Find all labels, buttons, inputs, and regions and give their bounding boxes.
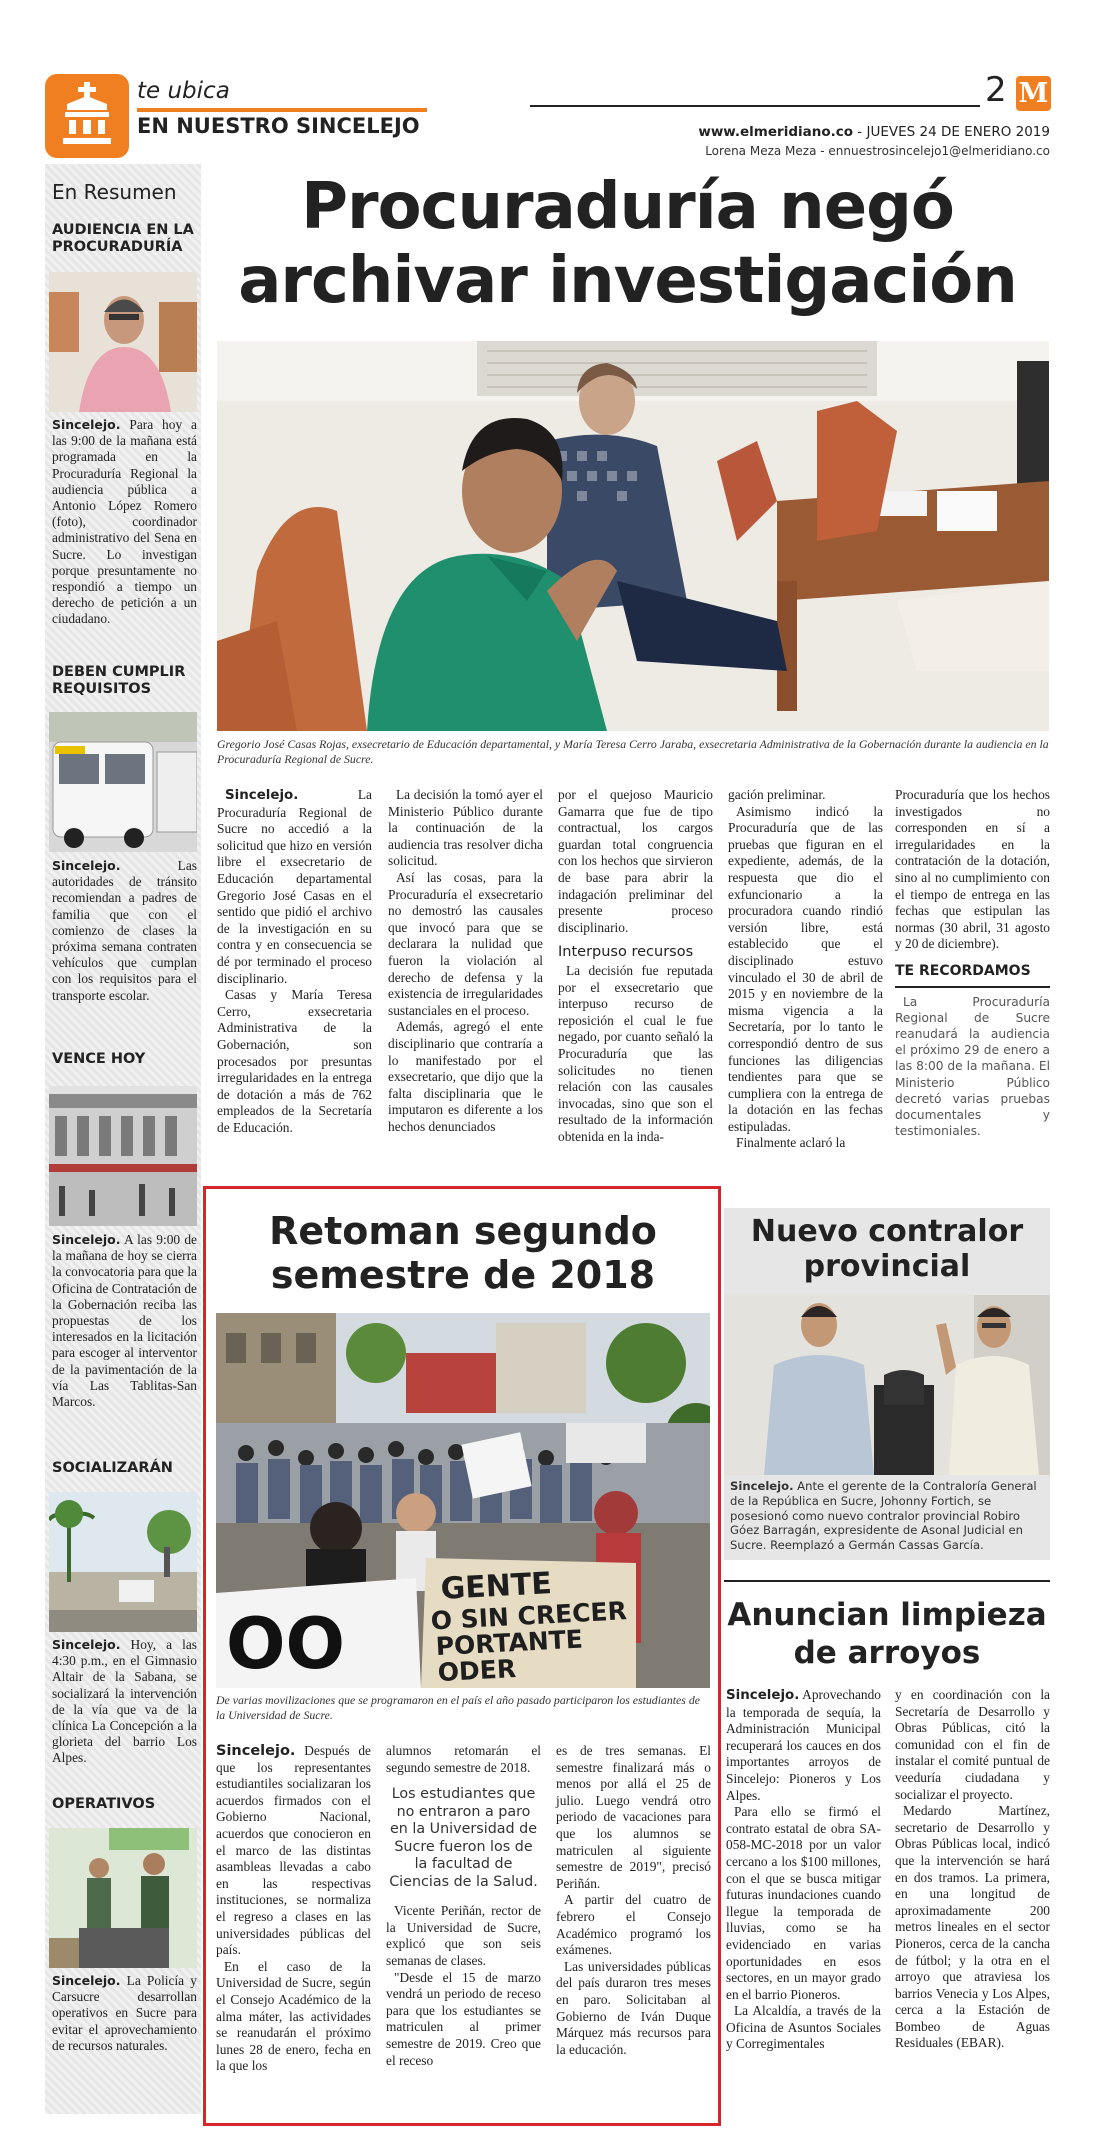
protest-banner-line: PORTANTE xyxy=(435,1624,584,1662)
sidebar-item-text: Sincelejo. Para hoy a las 9:00 de la mañana está programada en la Procuraduría Regional la audiencia pública a Antonio López Romero (foto), coordinador administrativo del Sena en Sucre. Lo investigan porque presuntamente no respondió a tiempo un derecho de petición a un ciudadano. xyxy=(52,417,197,627)
main-col-1: Sincelejo. La Procuraduría Regional de Sucre no accedió a la solicitud que hizo en versión libre el exsecretario de Educación departamental Gregorio José Casas en el sentido que pidió el archivo de la investigación en su contra y en consecuencia se dé por terminado el proceso disciplinario. Casas y María Teresa Cerro, exsecretaria Administrativa de la Gobernación, son procesados por presuntas irregularidades en la entrega de dotación a más de 762 empleados de la Secretaría de Educación. xyxy=(217,787,372,1135)
sidebar-item-head: DEBEN CUMPLIR REQUISITOS xyxy=(52,664,186,697)
headline-line: Anuncian limpieza xyxy=(727,1597,1047,1633)
svg-text:OO: OO xyxy=(226,1603,346,1685)
arroyos-col-1: Sincelejo. Aprovechando la temporada de sequía, la Administración Municipal recuperará los cauces en dos importantes arroyos de Sincelejo: Pioneros y Los Alpes. Para ello se firmó el contrato estatal de obra SA-058-MC-2018 por un valor cercano a los $100 millones, con el que se busca mitigar futuras inundaciones cuando llegue la temporada de lluvias, como se ha evidenciado en varias oportunidades en esos sectores, en un mayor grado en el barrio Pioneros. La Alcaldía, a través de la Oficina de Asuntos Sociales y Corregimentales xyxy=(726,1687,881,2052)
protest-banner-line: GENTE xyxy=(439,1566,553,1607)
headline-line: Procuraduría negó xyxy=(301,170,954,244)
retoman-col-2: alumnos retomarán el segundo semestre de 2018. Los estudiantes que no entraron a paro en la Universidad de Sucre fueron los de la facultad de Ciencias de la Salud. Vicente Periñán, rector de la Universidad de Sucre, explicó que son seis semanas de clases. "Desde el 15 de marzo vendrá un periodo de receso para que los estudiantes se matriculen al primer semestre de 2019. Creo que el receso xyxy=(386,1743,541,2068)
header-rule xyxy=(530,105,980,107)
page-number: 2 xyxy=(985,70,1007,110)
main-photo xyxy=(217,341,1049,731)
kicker-rule xyxy=(137,108,427,112)
section-name: EN NUESTRO SINCELEJO xyxy=(137,114,420,138)
site-url: www.elmeridiano.co xyxy=(698,124,854,140)
byline: Lorena Meza Meza - ennuestrosincelejo1@elmeridiano.co xyxy=(705,144,1050,158)
contralor-photo xyxy=(724,1295,1050,1475)
sidebar-item-head: AUDIENCIA EN LA PROCURADURÍA xyxy=(52,222,194,255)
main-col-3: por el quejoso Mauricio Gamarra que fue de tipo contractual, los cargos guardan total congruencia con los hechos que sirvieron de base para abrir la indagación preliminar del presente proceso disciplinario. Interpuso recursos La decisión fue reputada por el exsecretario que interpuso recurso de reposición el cual le fue negado, por cuanto señaló la Procuraduría que las solicitudes no tienen relación con las causales invocadas, sino que son el resultado de la información obtenida en la inda- xyxy=(558,787,713,1144)
retoman-caption: De varias movilizaciones que se programaron en el país el año pasado participaron los estudiantes de la Universidad de Sucre. xyxy=(216,1693,700,1722)
headline-line: semestre de 2018 xyxy=(270,1253,656,1297)
sidebar-item-text: Sincelejo. Hoy, a las 4:30 p.m., en el Gimnasio Altair de la Sabana, se socializará la intervención de la vía que va de la clínica La Concepción a la glorieta del barrio Los Alpes. xyxy=(52,1637,197,1766)
sidebar-item-head: OPERATIVOS xyxy=(52,1796,156,1812)
retoman-col-1: Sincelejo. Después de que los representantes estudiantiles socializaran los acuerdos firmados con el Gobierno Nacional, acuerdos que conocieron en el marco de las distintas asambleas llevadas a cabo en las respectivas instituciones, se normaliza el regreso a clases en las universidades públicas del país. En el caso de la Universidad de Sucre, según el Consejo Académico de la alma máter, las actividades se reanudarán el próximo lunes 28 de enero, fecha en la que los xyxy=(216,1743,371,2074)
brand-logo: M xyxy=(1016,76,1051,111)
arroyos-top-rule xyxy=(724,1580,1050,1582)
headline-line: Retoman segundo xyxy=(269,1209,657,1253)
issue-date: - JUEVES 24 DE ENERO 2019 xyxy=(853,124,1050,140)
sidebar-photo-building xyxy=(49,1086,197,1226)
section-kicker: te ubica xyxy=(137,78,230,104)
te-recordamos-head: TE RECORDAMOS xyxy=(895,963,1050,988)
retoman-photo xyxy=(216,1313,710,1688)
retoman-col-3: es de tres semanas. El semestre finalizará más o menos por allá el 25 de julio. Luego vendrá otro periodo de vacaciones para que los alumnos se matriculen al siguiente semestre de 2019", precisó Periñán. A partir del cuatro de febrero el Consejo Académico programó los exámenes. Las universidades públicas del país duraron tres meses en paro. Solicitaban al Gobierno de Iván Duque Márquez más recursos para la educación. xyxy=(556,1743,711,2057)
headline-line: de arroyos xyxy=(793,1635,981,1671)
headline-line: provincial xyxy=(803,1249,971,1284)
site-date-line xyxy=(698,124,1050,140)
contralor-caption: Sincelejo. Ante el gerente de la Contraloría General de la República en Sucre, Johonny Fortich, se posesionó como nuevo contralor provincial Robiro Góez Barragán, expresidente de Asonal Judicial en Sucre. Reemplazó a Germán Cassas García. xyxy=(730,1479,1037,1553)
protest-banner-line: O SIN CRECER xyxy=(430,1596,628,1636)
main-col-5: Procuraduría que los hechos investigados no corresponden en sí a irregularidades en la contratación de la dotación, sino al no cumplimiento con el tiempo de entrega en las fechas que estipulan las normas (30 abril, 31 agosto y 20 de diciembre). TE RECORDAMOS La Procuraduría Regional de Sucre reanudará la audiencia el próximo 29 de enero a las 8:00 de la mañana. El Ministerio Público decretó varias pruebas documentales y testimoniales. xyxy=(895,787,1050,1139)
main-headline xyxy=(205,170,1050,318)
sidebar-item-text: Sincelejo. Las autoridades de tránsito recomiendan a padres de familia que con el comienzo de clases la próxima semana contraten vehículos que cumplan con los requisitos para el transporte escolar. xyxy=(52,858,197,1003)
church-icon xyxy=(45,74,129,158)
section-logo xyxy=(45,74,129,158)
protest-banner-line: ODER xyxy=(437,1654,517,1688)
sidebar-title: En Resumen xyxy=(52,180,177,204)
sidebar-item-text: Sincelejo. La Policía y Carsucre desarrollan operativos en Sucre para evitar el aprovechamiento de recursos naturales. xyxy=(52,1973,197,2053)
retoman-headline xyxy=(210,1209,716,1297)
sidebar-item-head: SOCIALIZARÁN xyxy=(52,1460,173,1476)
sidebar-photo-audiencia xyxy=(49,272,197,412)
sidebar-photo-road xyxy=(49,1492,197,1632)
sidebar-photo-vans xyxy=(49,712,197,852)
contralor-headline xyxy=(728,1214,1046,1284)
sidebar-photo-police xyxy=(49,1828,197,1968)
arroyos-headline xyxy=(724,1596,1050,1672)
main-col-4: gación preliminar. Asimismo indicó la Procuraduría que de las pruebas que figuran en el expediente, además, de la respuesta que dio el exfuncionario a la procuradora cuando rindió versión libre, está establecido que el disciplinado estuvo vinculado el 30 de abril de 2015 y en noviembre de la misma vigencia a la Secretaría, por lo tanto le correspondió dentro de sus funciones las diligencias tendientes para que se cumpliera con la entrega de la dotación en las fechas estipuladas. Finalmente aclaró la xyxy=(728,787,883,1151)
sidebar-item-head: VENCE HOY xyxy=(52,1051,146,1067)
main-photo-caption: Gregorio José Casas Rojas, exsecretario de Educación departamental, y María Teresa Cerro Jaraba, exsecretaria Administrativa de la Gobernación durante la audiencia en la Procuraduría Regional de Sucre. xyxy=(217,737,1049,766)
main-col-2: La decisión la tomó ayer el Ministerio Público durante la continuación de la audiencia tras resolver dicha solicitud. Así las cosas, para la Procuraduría el exsecretario no demostró las causales que invocó para que se declarara la nulidad que fueron la violación al derecho de defensa y la existencia de irregularidades sustanciales en el proceso. Además, agregó el ente disciplinario que contraría a lo manifestado por el exsecretario, que dijo que la falta disciplinaria que le imputaron es diferente a los hechos denunciados xyxy=(388,787,543,1134)
sidebar-item-text: Sincelejo. A las 9:00 de la mañana de hoy se cierra la convocatoria para que la Oficina de Contratación de la Gobernación reciba las propuestas de los interesados en la licitación para escoger al interventor de la pavimentación de la vía Las Tablitas-San Marcos. xyxy=(52,1232,197,1410)
pullquote: Los estudiantes que no entraron a paro en la Universidad de Sucre fueron los de la facultad de Ciencias de la Salud. xyxy=(389,1786,538,1890)
arroyos-col-2: y en coordinación con la Secretaría de Desarrollo y Obras Públicas, citó la comunidad con el fin de instalar el comité puntual de veeduría ciudadana y socializar el proyecto. Medardo Martínez, secretario de Desarrollo y Obras Públicas local, indicó que la intervención se hará en dos tramos. La primera, en una longitud de aproximadamente 200 metros lineales en el sector Pioneros, cerca de la cancha de fútbol; y la otra en el arroyo que atraviesa los barrios Venecia y Los Alpes, cerca a la Estación de Bombeo de Aguas Residuales (EBAR). xyxy=(895,1687,1050,2051)
subhead: Interpuso recursos xyxy=(558,944,694,961)
headline-line: Nuevo contralor xyxy=(750,1214,1024,1249)
headline-line: archivar investigación xyxy=(238,244,1017,318)
